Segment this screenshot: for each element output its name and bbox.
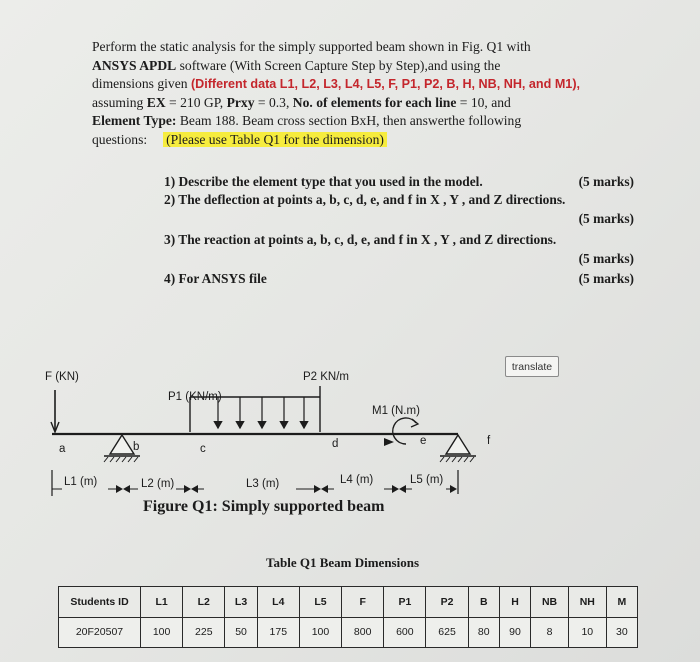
table-header: M — [606, 587, 637, 618]
table-cell: 8 — [531, 617, 569, 648]
table-cell: 30 — [606, 617, 637, 648]
table-caption: Table Q1 Beam Dimensions — [266, 555, 420, 570]
table-header: L5 — [299, 587, 341, 618]
length-l4: L4 (m) — [340, 474, 374, 486]
p2-label: P2 KN/m — [303, 371, 350, 383]
table-cell: 80 — [468, 617, 499, 648]
point-a: a — [59, 443, 66, 455]
elements-value: = 10, and — [456, 94, 511, 110]
table-header: P2 — [426, 587, 468, 618]
table-cell: 800 — [342, 617, 384, 648]
table-cell: 175 — [257, 617, 299, 648]
point-e: e — [420, 435, 427, 447]
prxy-label: Prxy — [226, 94, 255, 110]
table-header: F — [342, 587, 384, 618]
length-l2: L2 (m) — [141, 478, 175, 490]
table-header-row — [59, 587, 638, 618]
point-b: b — [133, 441, 140, 453]
question-4: 4) For ANSYS file — [164, 271, 267, 286]
intro-line-1: Perform the static analysis for the simply supported beam shown in Fig. Q1 with — [92, 39, 531, 54]
p1-label: P1 (KN/m) — [168, 391, 222, 403]
ex-value: = 210 GP, — [165, 94, 227, 110]
question-4-marks: (5 marks) — [578, 271, 634, 286]
force-label: F (KN) — [45, 371, 79, 383]
variable-list: (Different data L1, L2, L3, L4, L5, F, P1, P2, B, H, NB, NH, and M1), — [190, 77, 581, 92]
intro-line-2: software (With Screen Capture Step by Step),and using the — [176, 57, 501, 73]
m1-label: M1 (N.m) — [372, 405, 420, 417]
table-cell: 10 — [568, 617, 606, 648]
point-c: c — [200, 443, 206, 455]
point-d: d — [332, 438, 339, 450]
table-cell: 225 — [183, 617, 225, 648]
table-header: L4 — [257, 587, 299, 618]
table-cell: 20F20507 — [59, 617, 141, 648]
table-header: Students ID — [59, 587, 141, 618]
moment-arrow — [393, 418, 416, 444]
intro-line-4: assuming — [92, 94, 147, 110]
question-3-marks: (5 marks) — [578, 251, 634, 266]
table-header: NH — [568, 587, 606, 618]
table-cell: 90 — [499, 617, 530, 648]
ex-label: EX — [146, 94, 166, 110]
length-l3: L3 (m) — [246, 478, 280, 490]
table-cell: 100 — [141, 617, 183, 648]
table-header: B — [468, 587, 499, 618]
table-instruction-highlight: (Please use Table Q1 for the dimension) — [163, 132, 387, 147]
table-header: P1 — [384, 587, 426, 618]
moment-pointer — [384, 438, 394, 446]
table-header: L1 — [141, 587, 183, 618]
length-l5: L5 (m) — [410, 474, 444, 486]
table-header: NB — [531, 587, 569, 618]
question-3: 3) The reaction at points a, b, c, d, e, and f in X , Y , and Z directions. — [164, 232, 557, 247]
table-header: H — [499, 587, 530, 618]
questions-label: questions: — [92, 131, 148, 147]
table-cell: 50 — [225, 617, 257, 648]
table-row — [59, 617, 638, 648]
table-cell: 600 — [384, 617, 426, 648]
length-l1: L1 (m) — [64, 476, 98, 488]
question-2-marks: (5 marks) — [578, 211, 634, 226]
table-cell: 100 — [299, 617, 341, 648]
ansys-apdl-text: ANSYS APDL — [92, 57, 177, 73]
translate-button[interactable]: translate — [505, 356, 559, 377]
figure-caption: Figure Q1: Simply supported beam — [143, 498, 385, 515]
question-2: 2) The deflection at points a, b, c, d, e, and f in X , Y , and Z directions. — [164, 192, 566, 207]
elements-label: No. of elements for each line — [292, 94, 457, 110]
intro-line-5: Beam 188. Beam cross section BxH, then answerthe following — [176, 113, 522, 129]
table-header: L3 — [225, 587, 257, 618]
intro-line-3: dimensions given — [92, 76, 191, 92]
question-1: 1) Describe the element type that you used in the model. — [164, 174, 483, 189]
table-header: L2 — [183, 587, 225, 618]
prxy-value: = 0.3, — [254, 94, 293, 110]
element-type-label: Element Type: — [92, 113, 177, 129]
point-f: f — [487, 435, 491, 447]
table-cell: 625 — [426, 617, 468, 648]
support-f — [440, 435, 476, 462]
beam-dimensions-table — [58, 586, 638, 648]
question-1-marks: (5 marks) — [578, 174, 634, 189]
